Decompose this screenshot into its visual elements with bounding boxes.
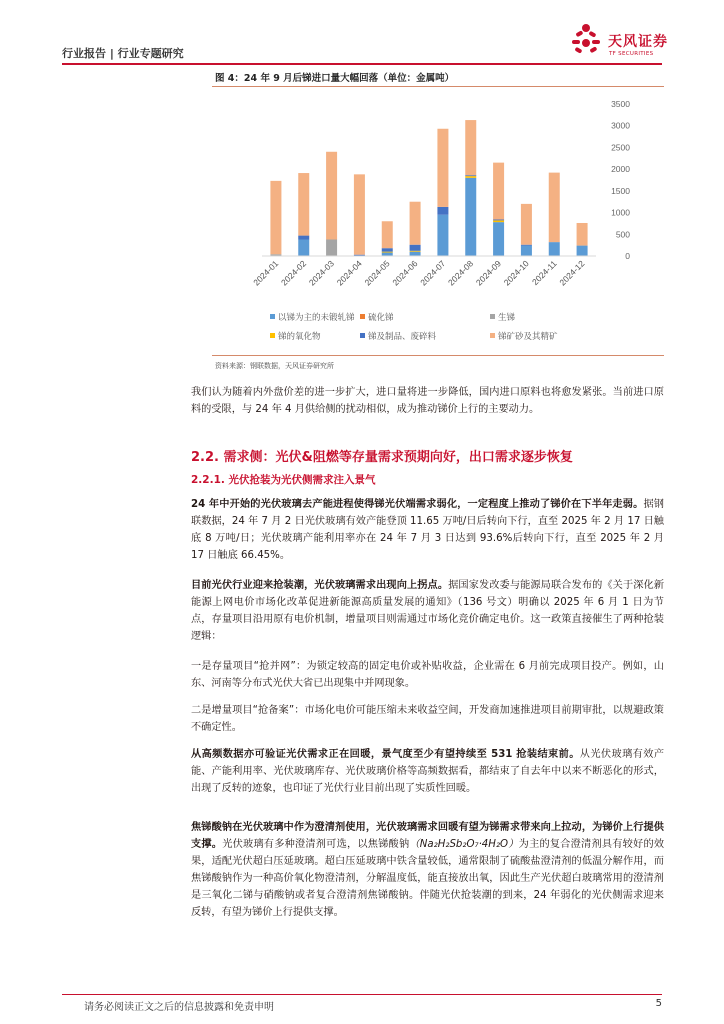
paragraph-lead: 目前光伏行业迎来抢装潮，光伏玻璃需求出现向上拐点。 (191, 580, 449, 591)
legend-swatch (360, 333, 365, 338)
x-tick-label: 2024-11 (529, 258, 559, 288)
bar-segment (521, 204, 532, 245)
bar-segment (577, 246, 588, 256)
x-tick-label: 2024-09 (473, 258, 503, 288)
bar-segment (437, 207, 448, 215)
bar-segment (493, 220, 504, 221)
legend-label: 以锑为主的未锻轧锑 (278, 313, 355, 323)
bar-segment (549, 242, 560, 256)
paragraph-body-cont: 为主的复合澄清剂具有较好的效果，适配光伏超白压延玻璃。超白压延玻璃中铁含量较低，通常限制了硫酸盐澄清剂的低温分解作用，而焦锑酸钠作为一种高价氧化物澄清剂，分解温度低，能直接放出氧，因此生产光伏超白玻璃常用的澄清剂是三氧化二锑与硝酸钠或者复合澄清剂焦锑酸钠。伴随光伏抢装潮的到来，24 年弱化的光伏侧需求迎来反转，有望为锑价上行提供支撑。 (191, 839, 665, 918)
legend-label: 锑及制品、废碎料 (368, 332, 437, 342)
x-tick-label: 2024-01 (251, 258, 281, 288)
figure-top-rule (212, 86, 664, 87)
bar-segment (410, 251, 421, 252)
legend-label: 锑矿砂及其精矿 (498, 332, 558, 342)
bar-segment (465, 176, 476, 178)
legend-swatch (490, 333, 495, 338)
brand-subtitle: TF SECURITIES (609, 51, 654, 57)
bar-segment (410, 202, 421, 245)
paragraph-existing-projects: 一是存量项目“抢并网”：为锁定较高的固定电价或补贴收益，企业需在 6 月前完成项目投产。例如，山东、河南等分布式光伏大省已出现集中并网现象。 (191, 661, 664, 689)
bar-segment (298, 239, 309, 256)
footer-divider (62, 994, 662, 995)
bar-segment (326, 152, 337, 240)
legend-swatch (270, 333, 275, 338)
bar-segment (521, 245, 532, 246)
paragraph-pv-glass-capacity (191, 496, 664, 564)
bar-segment (465, 120, 476, 175)
bar-segment (437, 129, 448, 207)
page-number: 5 (655, 998, 662, 1009)
x-tick-label: 2024-02 (279, 258, 309, 288)
bar-segment (465, 178, 476, 256)
bar-segment (298, 173, 309, 236)
brand-name: 天风证券 (608, 34, 668, 50)
subsection-heading-pv: 2.2.1. 光伏抢装为光伏侧需求注入景气 (191, 474, 376, 486)
chemical-formula: （Na₂H₂Sb₂O₇·4H₂O） (409, 839, 519, 850)
paragraph-body: 据钢联数据，24 年 7 月 2 日光伏玻璃有效产能登顶 11.65 万吨/日后转向下行，直至 2025 年 2 月 17 日触底 8 万吨/日；光伏玻璃产能利用率亦在 24 年 7 月 3 日达到 93.6%后转向下行，直至 2025 年 2 月 17 日触底 66.45%。 (191, 499, 664, 561)
x-tick-label: 2024-05 (362, 258, 392, 288)
x-tick-label: 2024-06 (390, 258, 420, 288)
x-tick-label: 2024-04 (334, 258, 364, 288)
bar-segment (382, 253, 393, 256)
bar-segment (326, 239, 337, 256)
legend-swatch (270, 314, 275, 319)
figure-source: 资料来源：钢联数据，天风证券研究所 (215, 362, 334, 370)
bar-segment (493, 222, 504, 256)
figure-title: 图 4：24 年 9 月后锑进口量大幅回落（单位：金属吨） (215, 73, 455, 84)
bar-segment (549, 173, 560, 242)
footer-disclaimer: 请务必阅读正文之后的信息披露和免责申明 (84, 1002, 274, 1013)
paragraph-new-projects: 二是增量项目“抢备案”：市场化电价可能压缩未来收益空间，开发商加速推进项目前期审批，以规避政策不确定性。 (191, 705, 664, 733)
bar-segment (493, 220, 504, 222)
bar-segment (410, 252, 421, 256)
bar-segment (382, 248, 393, 251)
paragraph-lead: 从高频数据亦可验证光伏需求正在回暖，景气度至少有望持续至 531 抢装结束前。 (191, 749, 580, 760)
bar-segment (382, 252, 393, 253)
y-tick-label: 500 (615, 229, 630, 240)
paragraph-lead: 焦锑酸钠在光伏玻璃中作为澄清剂使用，光伏玻璃需求回暖有望为锑需求带来向上拉动，为锑价上行提供支撑。 (191, 822, 664, 850)
legend-swatch (360, 314, 365, 319)
legend-label: 锑的氧化物 (278, 332, 321, 342)
y-tick-label: 0 (625, 251, 630, 261)
paragraph-body: 光伏玻璃有多种澄清剂可选，以焦锑酸钠 (222, 839, 410, 850)
bar-segment (382, 221, 393, 248)
section-heading-demand: 2.2. 需求侧：光伏&阻燃等存量需求预期向好，出口需求逐步恢复 (191, 450, 573, 465)
legend-label: 硫化锑 (368, 313, 394, 323)
y-tick-label: 2000 (611, 164, 630, 175)
x-tick-label: 2024-03 (306, 258, 336, 288)
paragraph-pv-rush (191, 577, 664, 645)
paragraph-high-frequency-data (191, 746, 664, 797)
bar-segment (577, 223, 588, 246)
x-tick-label: 2024-10 (501, 258, 531, 288)
import-volume-chart (212, 88, 664, 354)
x-tick-label: 2024-12 (557, 258, 587, 288)
bar-segment (298, 236, 309, 240)
bar-segment (354, 174, 365, 254)
paragraph-lead: 24 年中开始的光伏玻璃去产能进程使得锑光伏端需求弱化，一定程度上推动了锑价在下半年走弱。 (191, 499, 644, 510)
legend-swatch (490, 314, 495, 319)
x-tick-label: 2024-07 (418, 258, 448, 288)
bar-segment (437, 215, 448, 256)
paragraph-sodium-antimonate (191, 819, 664, 921)
y-tick-label: 2500 (611, 142, 630, 153)
bar-segment (270, 181, 281, 254)
bar-segment (521, 246, 532, 256)
y-tick-label: 1500 (611, 185, 630, 196)
logo-mark-icon (572, 24, 600, 54)
y-tick-label: 3000 (611, 120, 630, 131)
figure-bottom-rule (212, 355, 664, 356)
report-category: 行业报告 | 行业专题研究 (62, 47, 184, 60)
bar-segment (465, 175, 476, 176)
bar-segment (410, 245, 421, 251)
paragraph-body: 据国家发改委与能源局联合发布的《关于深化新能源上网电价市场化改革促进新能源高质量发展的通知》（136 号文）明确以 2025 年 6 月 1 日为节点，存量项目沿用原有电价机制，增量项目则需通过市场化竞价确定电价。这一政策直接催生了两种抢装逻辑： (191, 580, 665, 642)
bar-segment (493, 163, 504, 220)
legend-label: 生锑 (498, 313, 516, 323)
paragraph-import-outlook: 我们认为随着内外盘价差的进一步扩大，进口量将进一步降低，国内进口原料也将愈发紧张。当前进口原料的受限，与 24 年 4 月供给侧的扰动相似，成为推动锑价上行的主要动力。 (191, 387, 664, 415)
paragraph-body: 从光伏玻璃有效产能、产能利用率、光伏玻璃库存、光伏玻璃价格等高频数据看，都结束了自去年中以来不断恶化的形式，出现了反转的迹象，也印证了光伏行业目前出现了实质性回暖。 (191, 749, 665, 794)
y-tick-label: 3500 (611, 99, 630, 109)
x-tick-label: 2024-08 (446, 258, 476, 288)
y-tick-label: 1000 (611, 207, 630, 218)
